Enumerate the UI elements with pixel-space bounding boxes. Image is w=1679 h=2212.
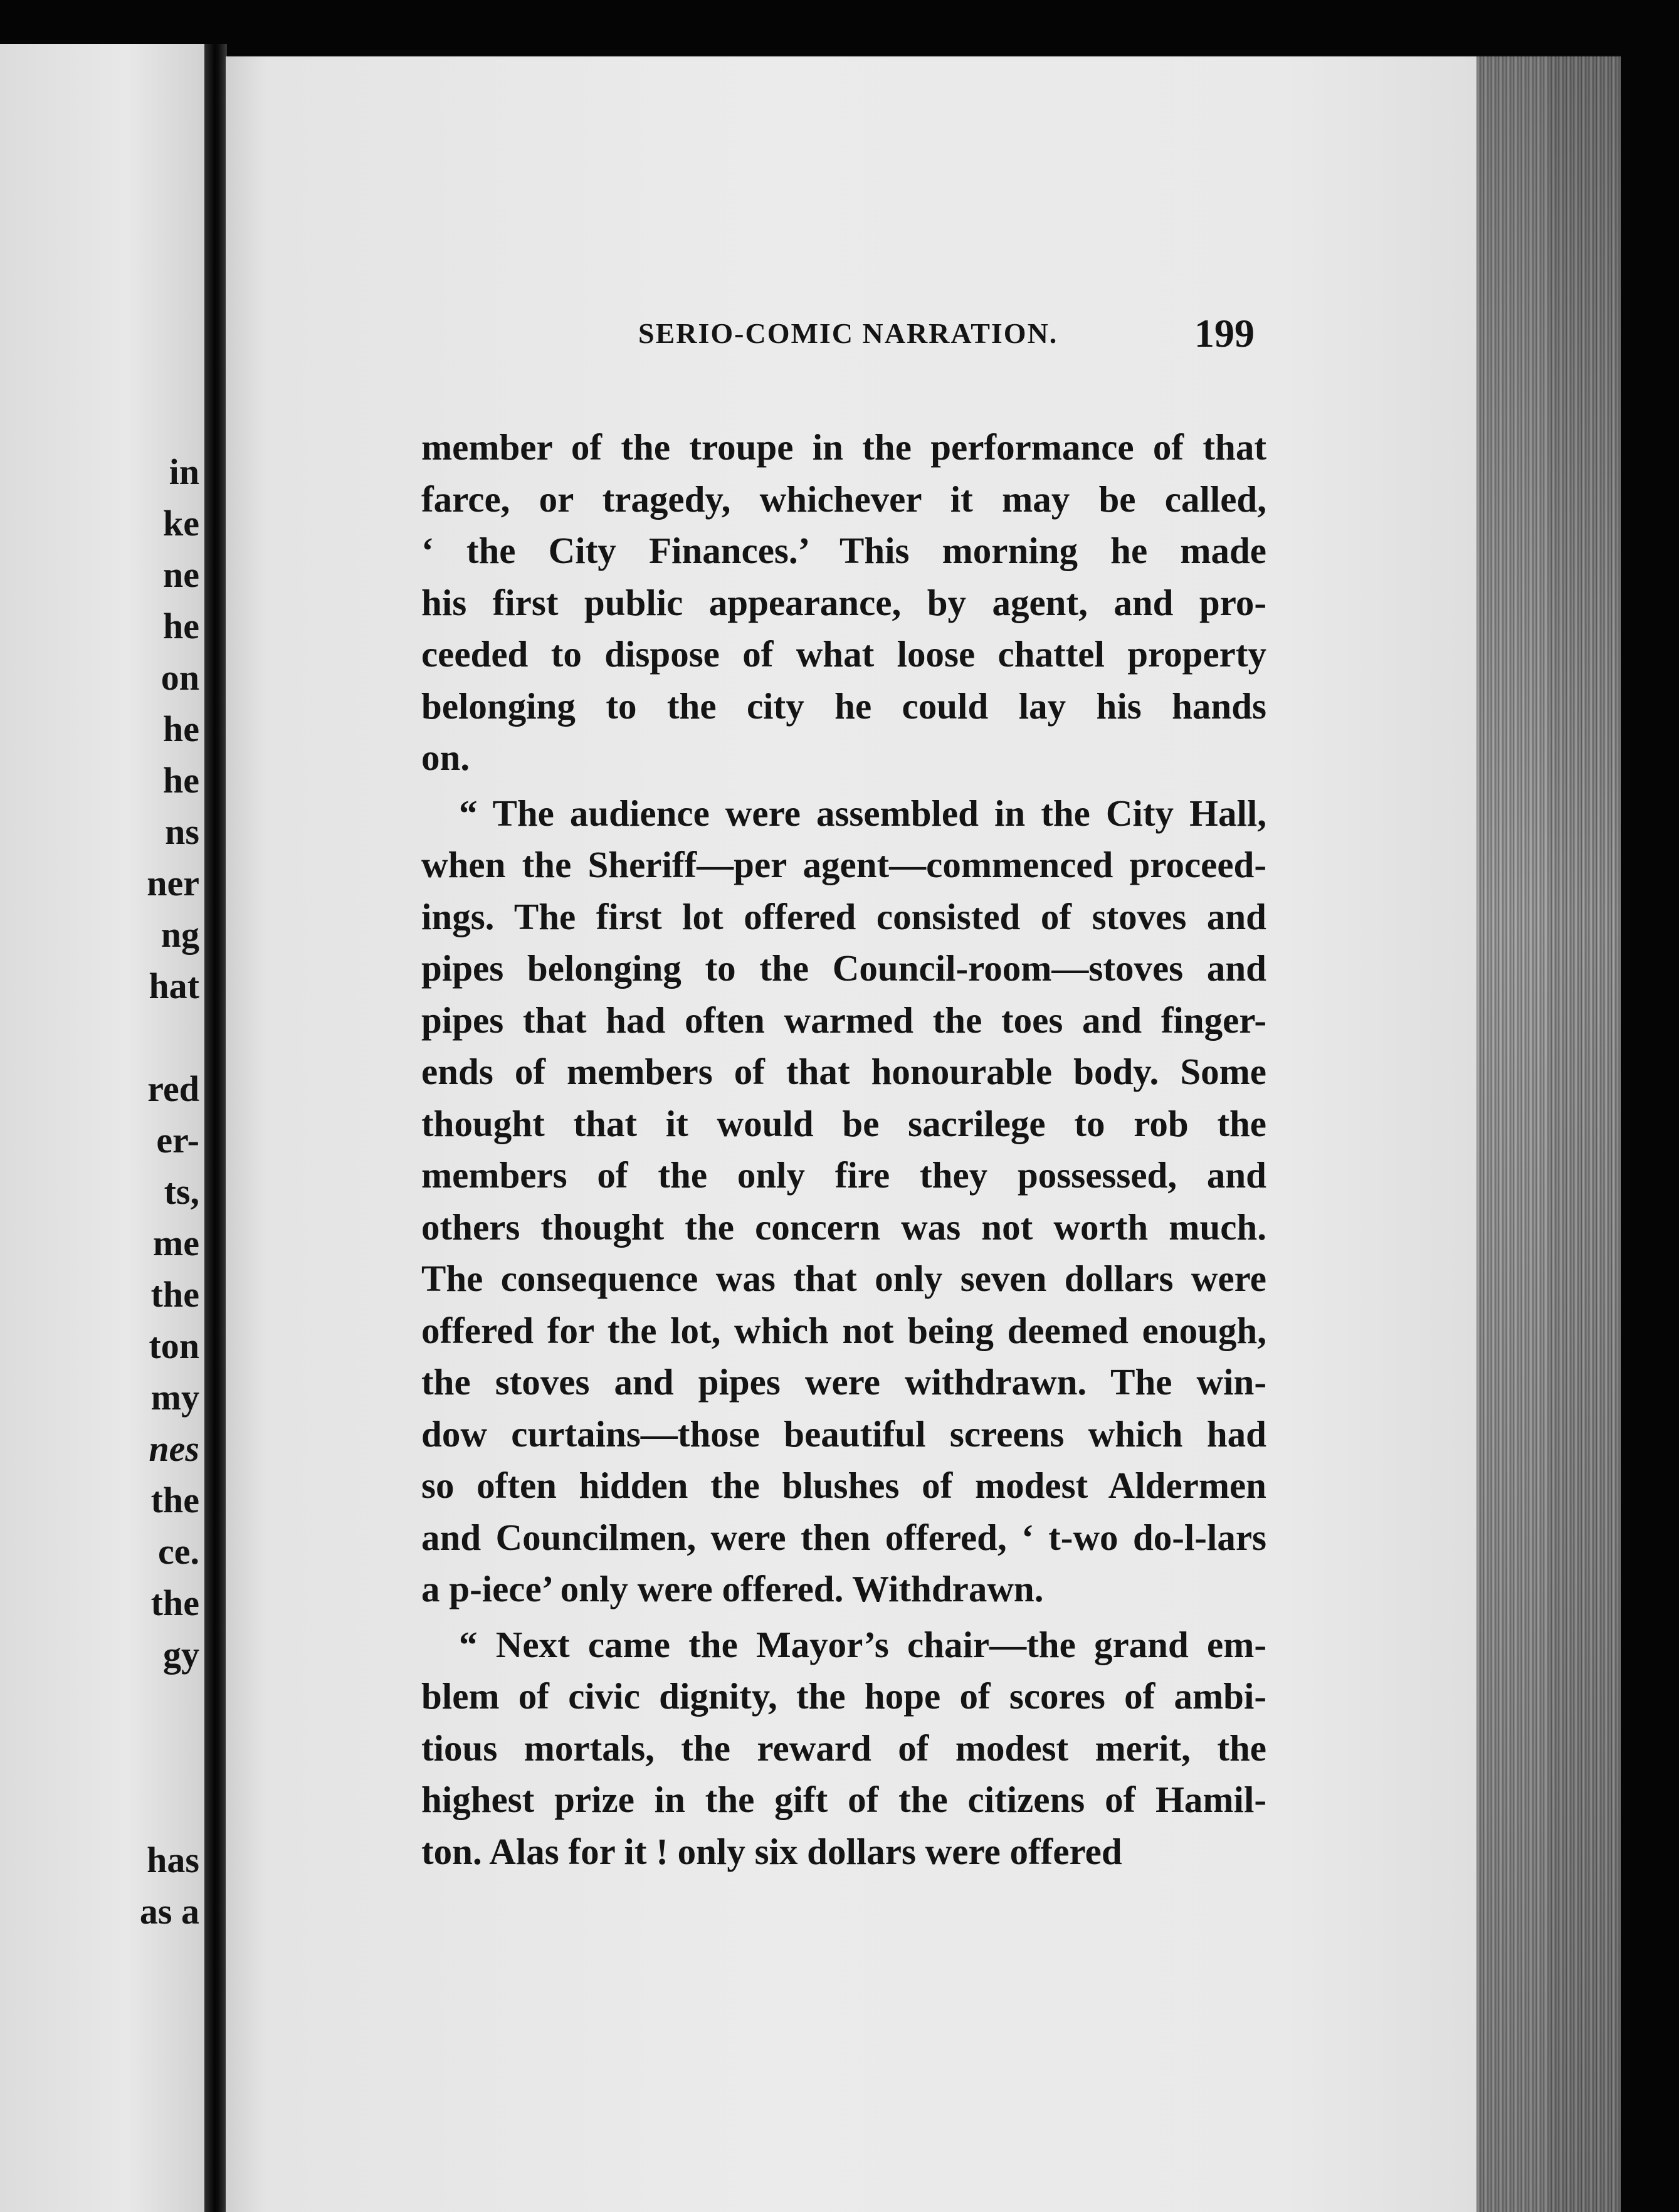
previous-page-fragment: ke [163,503,199,544]
text-line: pipes belonging to the Council-room—stoves and [421,947,1266,989]
text-line: “ Next came the Mayor’s chair—the grand em- [459,1623,1266,1665]
text-line: ends of members of that honourable body. Some [421,1051,1266,1092]
previous-page-edge [0,44,212,2212]
previous-page-fragment: ce. [158,1531,199,1572]
text-line: farce, or tragedy, whichever it may be called, [421,478,1266,520]
previous-page-fragment: hat [149,966,199,1006]
text-line: a p-iece’ only were offered. Withdrawn. [421,1568,1044,1609]
text-line: blem of civic dignity, the hope of scores of ambi- [421,1675,1266,1717]
previous-page-fragment: he [163,708,199,749]
previous-page-fragment: the [150,1480,199,1520]
text-line: thought that it would be sacrilege to rob the [421,1102,1266,1144]
previous-page-fragment: the [150,1583,199,1623]
previous-page-blank-line [0,1680,199,1732]
previous-page-fragment: red [147,1068,199,1109]
text-line: dow curtains—those beautiful screens which had [421,1413,1266,1455]
previous-page-fragment: on [161,657,199,698]
previous-page-fragment: er- [156,1120,199,1161]
scan-border-right [1621,0,1679,2212]
text-line: ton. Alas for it ! only six dollars were offered [421,1830,1122,1872]
text-line: “ The audience were assembled in the City Hall, [459,792,1266,834]
previous-page-fragment: in [169,451,199,492]
previous-page-fragment: ner [147,863,199,903]
text-line: on. [421,737,470,778]
previous-page-fragment: he [163,760,199,801]
text-line: when the Sheriff—per agent—commenced proceed- [421,844,1266,885]
previous-page-fragment: my [150,1377,199,1418]
previous-page-fragment: as a [139,1891,199,1932]
page-number: 199 [1194,311,1255,356]
text-line: others thought the concern was not worth much. [421,1206,1266,1248]
text-line: his first public appearance, by agent, and pro- [421,581,1266,623]
previous-page-fragment: nes [149,1428,199,1469]
text-line: offered for the lot, which not being deemed enough, [421,1309,1266,1351]
text-line: ceeded to dispose of what loose chattel property [421,633,1266,675]
text-line: the stoves and pipes were withdrawn. The win- [421,1361,1266,1403]
previous-page-fragment: ts, [164,1171,199,1212]
previous-page-blank-line [0,1012,199,1063]
previous-page-fragment: ns [165,811,199,852]
text-line: highest prize in the gift of the citizens of Hamil- [421,1779,1266,1820]
scan-border-top [0,0,1679,55]
previous-page-fragment: has [147,1840,199,1880]
text-line: The consequence was that only seven dollars were [421,1258,1266,1299]
page-stack-edges [1476,56,1621,2212]
book-gutter [204,44,227,2212]
running-head: SERIO-COMIC NARRATION. [638,317,1058,349]
text-line: tious mortals, the reward of modest merit, the [421,1727,1266,1769]
previous-page-blank-line [0,1732,199,1783]
previous-page-text-fragments [0,44,199,1937]
previous-page-blank-line [0,1783,199,1835]
text-line: so often hidden the blushes of modest Aldermen [421,1465,1266,1506]
previous-page-fragment: ne [163,554,199,595]
previous-page-fragment: ton [149,1325,199,1366]
text-line: members of the only fire they possessed, and [421,1154,1266,1196]
text-line: ings. The first lot offered consisted of stoves and [421,895,1266,937]
text-line: belonging to the city he could lay his hands [421,685,1266,727]
text-line: ‘ the City Finances.’ This morning he made [421,530,1266,571]
previous-page-fragment: ng [161,914,199,955]
previous-page-fragment: he [163,606,199,646]
previous-page-fragment: gy [163,1634,199,1675]
previous-page-fragment: me [152,1223,199,1263]
text-line: member of the troupe in the performance of that [421,426,1266,468]
page-body-text [421,421,1266,1877]
text-line: pipes that had often warmed the toes and finger- [421,999,1266,1041]
previous-page-fragment: the [150,1274,199,1315]
text-line: and Councilmen, were then offered, ‘ t-wo do-l-lars [421,1516,1266,1558]
